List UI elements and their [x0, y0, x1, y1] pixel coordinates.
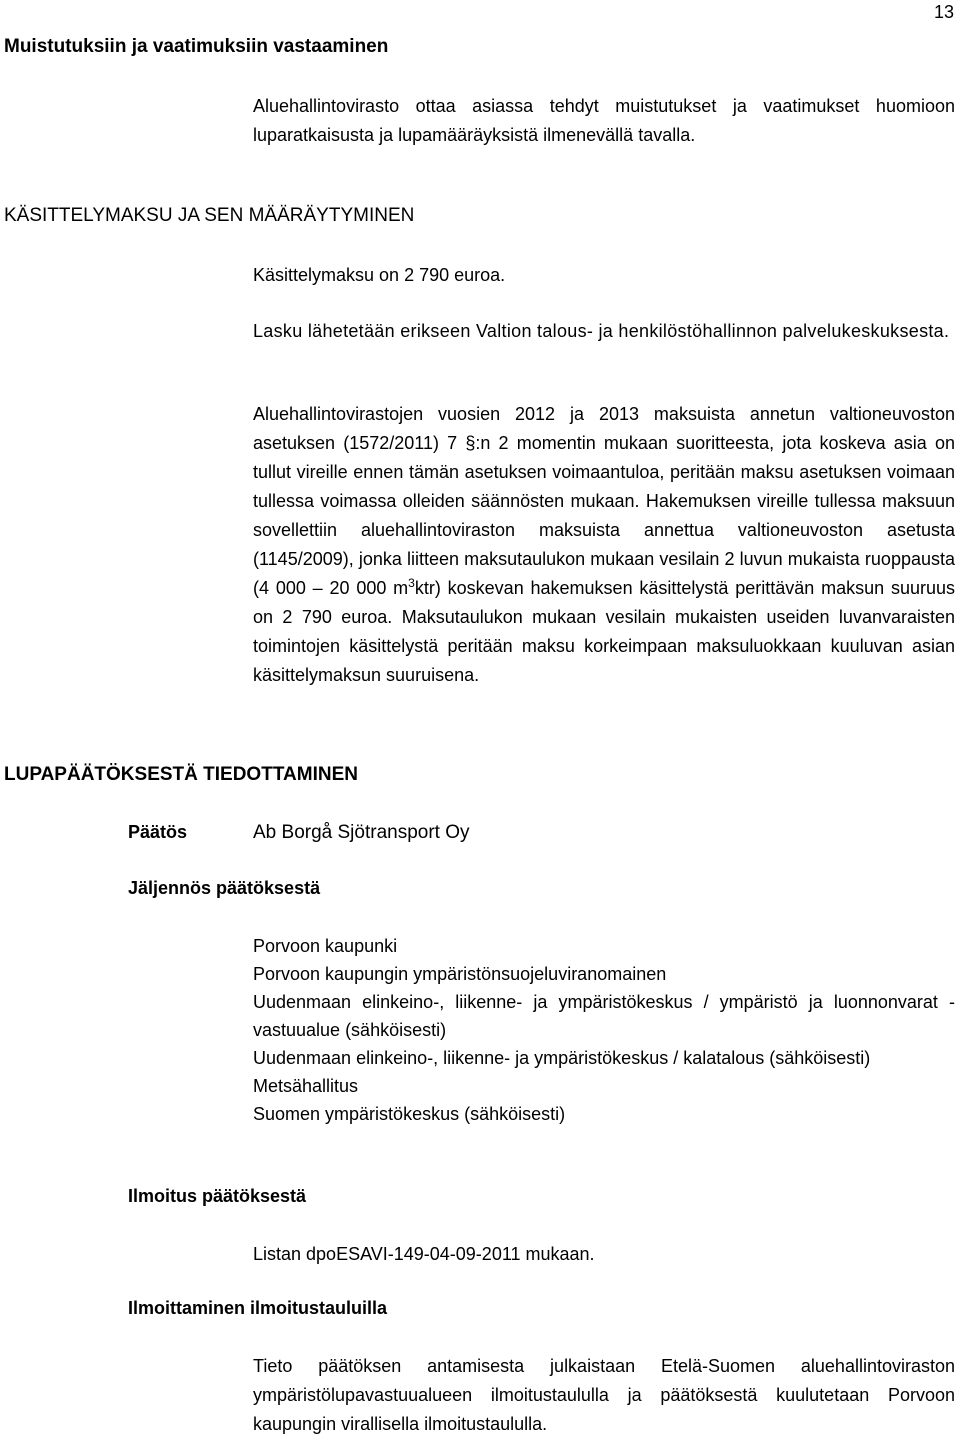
notice-text: Listan dpoESAVI-149-04-09-2011 mukaan.: [253, 1244, 595, 1264]
decision-value: Ab Borgå Sjötransport Oy: [253, 822, 470, 843]
copy-recipient: Uudenmaan elinkeino-, liikenne- ja ympäristökeskus / ympäristö ja luonnonvarat -vastuualue (sähköisesti): [253, 992, 955, 1040]
fee-amount-text: Käsittelymaksu on 2 790 euroa.: [253, 265, 506, 285]
superscript-3: 3: [408, 576, 415, 590]
board-label: Ilmoittaminen ilmoitustauluilla: [128, 1298, 388, 1318]
board-text: Tieto päätöksen antamisesta julkaistaan Etelä-Suomen aluehallintoviraston ympäristölupavastuualueen ilmoitustaululla ja päätöksestä kuulutetaan Porvoon kaupungin virallisella ilmoitustaululla.: [253, 1356, 955, 1434]
copy-label: Jäljennös päätöksestä: [128, 878, 321, 898]
fee-invoice-text: Lasku lähetetään erikseen Valtion talous- ja henkilöstöhallinnon palvelukeskuksesta.: [253, 321, 950, 341]
decision-label: Päätös: [128, 822, 188, 842]
fee-basis-text: [253, 400, 955, 690]
notification-heading: LUPAPÄÄTÖKSESTÄ TIEDOTTAMINEN: [4, 764, 358, 785]
copy-recipient: Metsähallitus: [253, 1076, 359, 1096]
comments-text: Aluehallintovirasto ottaa asiassa tehdyt muistutukset ja vaatimukset huomioon luparatkaisusta ja lupamääräyksistä ilmenevällä tavalla.: [253, 96, 955, 145]
comments-heading: Muistutuksiin ja vaatimuksiin vastaaminen: [4, 36, 389, 57]
page-number: 13: [933, 2, 954, 22]
copy-recipient: Uudenmaan elinkeino-, liikenne- ja ympäristökeskus / kalatalous (sähköisesti): [253, 1048, 871, 1068]
fee-basis-part2: ktr) koskevan hakemuksen käsittelystä perittävän maksun suuruus on 2 790 euroa. Maksutaulukon mukaan vesilain mukaisten useiden luvanvaraisten toimintojen käsittelystä peritään maksu korkeimpaan maksuluokkaan kuuluvan asian käsittelymaksun suuruisena.: [253, 578, 955, 685]
fee-heading: KÄSITTELYMAKSU JA SEN MÄÄRÄYTYMINEN: [4, 205, 415, 226]
fee-basis-part1: Aluehallintovirastojen vuosien 2012 ja 2013 maksuista annetun valtioneuvoston asetuksen (1572/2011) 7 §:n 2 momentin mukaan suoritteesta, jota koskeva asia on tullut vireille ennen tämän asetuksen voimaantuloa, peritään maksu asetuksen voimaan tullessa voimassa olleiden säännösten mukaan. Hakemuksen vireille tullessa maksuun sovellettiin aluehallintoviraston maksuista annettua valtioneuvoston asetusta (1145/2009), jonka liitteen maksutaulukon mukaan vesilain 2 luvun mukaista ruoppausta (4 000 – 20 000 m: [253, 404, 955, 598]
copy-recipient-list: [253, 932, 955, 1128]
copy-recipient: Suomen ympäristökeskus (sähköisesti): [253, 1104, 566, 1124]
copy-recipient: Porvoon kaupungin ympäristönsuojeluviranomainen: [253, 964, 667, 984]
notice-label: Ilmoitus päätöksestä: [128, 1186, 307, 1206]
copy-recipient: Porvoon kaupunki: [253, 936, 398, 956]
